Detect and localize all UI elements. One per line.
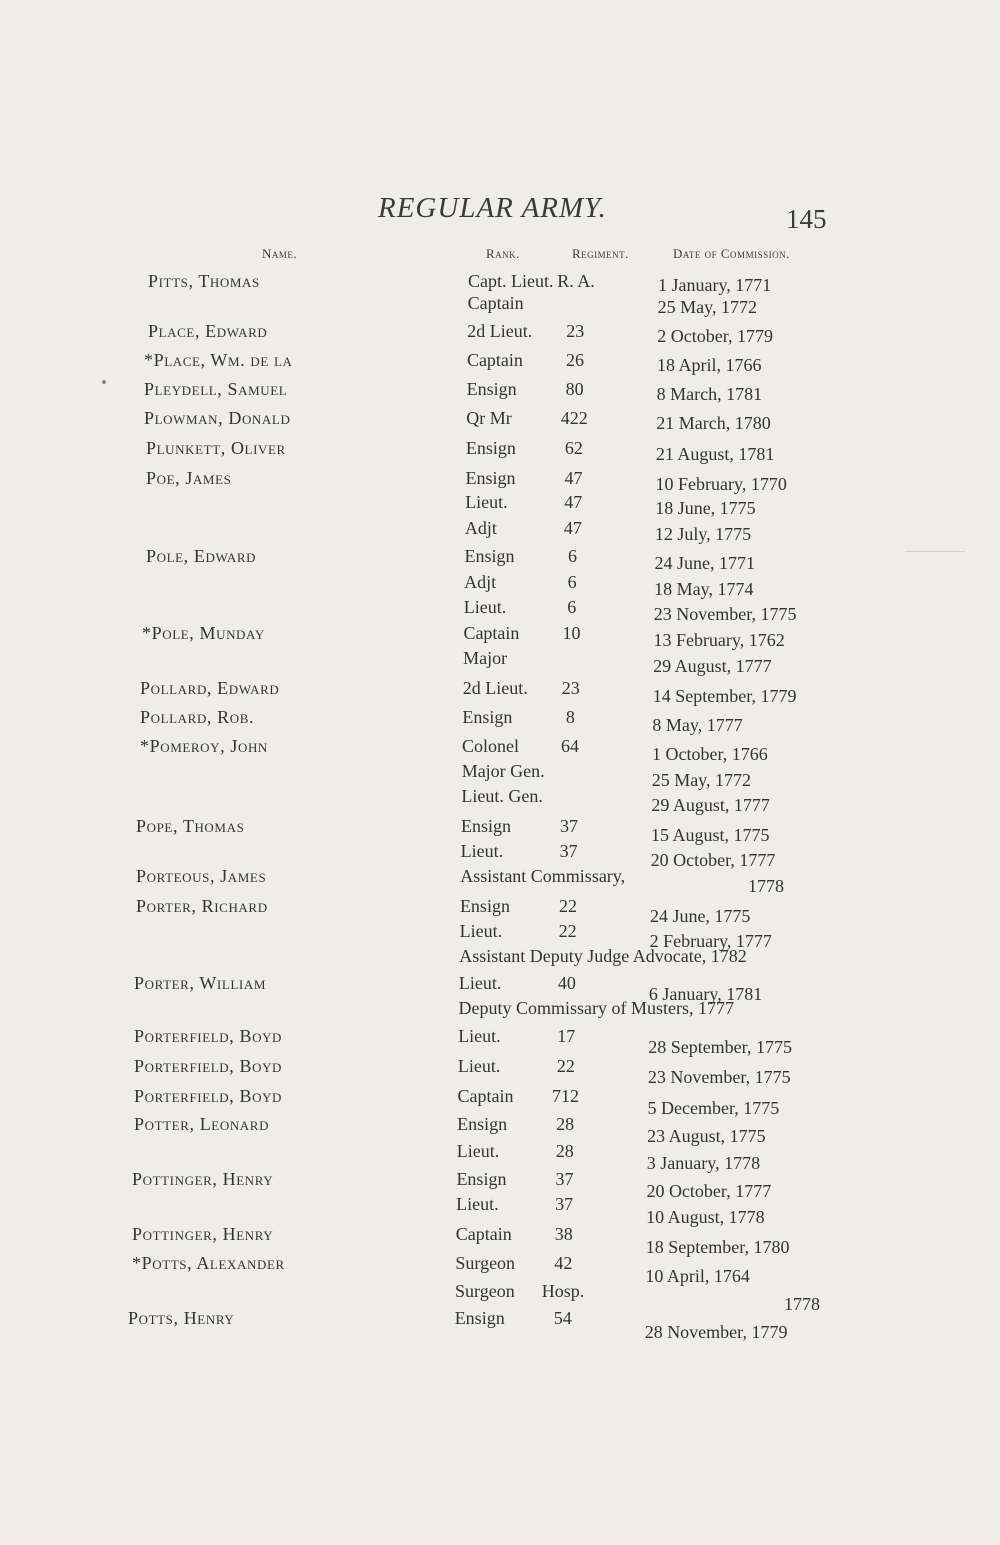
row-5-regiment: 422 — [560, 408, 588, 428]
row-2-name: Place, Edward — [148, 321, 268, 341]
row-16-date: 8 May, 1777 — [652, 715, 743, 735]
row-37-regiment: Hosp. — [541, 1281, 585, 1301]
row-33-name: Pottinger, Henry — [132, 1169, 274, 1189]
page-number: 145 — [786, 204, 827, 234]
row-22-rank: Assistant Commissary, — [460, 866, 626, 886]
row-19-rank: Lieut. Gen. — [461, 786, 543, 806]
row-22-name: Porteous, James — [136, 866, 267, 886]
row-3-name: *Place, Wm. de la — [144, 350, 293, 370]
row-35-rank: Captain — [455, 1224, 512, 1244]
row-13-regiment: 10 — [562, 623, 581, 643]
row-13-name: *Pole, Munday — [142, 623, 265, 643]
row-3-regiment: 26 — [565, 350, 584, 370]
row-20-rank: Ensign — [461, 816, 512, 836]
row-28-date: 28 September, 1775 — [648, 1037, 792, 1057]
row-31-regiment: 28 — [556, 1114, 575, 1134]
row-2-rank: 2d Lieut. — [467, 321, 533, 341]
row-7-date: 10 February, 1770 — [655, 473, 787, 494]
row-6-rank: Ensign — [465, 438, 516, 458]
row-31-date: 23 August, 1775 — [647, 1125, 766, 1146]
row-26-date: 6 January, 1781 — [648, 983, 763, 1004]
row-36-rank: Surgeon — [455, 1253, 516, 1273]
row-6-regiment: 62 — [564, 438, 583, 458]
row-3-date: 18 April, 1766 — [656, 354, 762, 375]
row-10-date: 24 June, 1771 — [654, 552, 755, 573]
row-15-date: 14 September, 1779 — [652, 685, 797, 706]
row-21-regiment: 37 — [559, 841, 578, 861]
row-2-date: 2 October, 1779 — [657, 325, 774, 346]
row-12-date: 23 November, 1775 — [653, 604, 797, 624]
row-29-rank: Lieut. — [457, 1056, 501, 1076]
row-1-rank: Captain — [467, 293, 524, 313]
row-8-rank: Lieut. — [465, 492, 508, 512]
row-16-name: Pollard, Rob. — [140, 707, 255, 727]
row-17-name: *Pomeroy, John — [140, 736, 268, 756]
row-33-rank: Ensign — [456, 1169, 507, 1189]
row-26-rank: Lieut. — [458, 973, 502, 993]
row-10-regiment: 6 — [568, 546, 577, 566]
row-32-date: 3 January, 1778 — [646, 1153, 761, 1173]
row-32-regiment: 28 — [555, 1141, 574, 1161]
row-23-name: Porter, Richard — [136, 896, 268, 916]
row-20-name: Pope, Thomas — [136, 816, 245, 836]
row-3-rank: Captain — [466, 350, 523, 370]
row-28-name: Porterfield, Boyd — [134, 1026, 283, 1046]
row-29-date: 23 November, 1775 — [647, 1067, 791, 1088]
row-13-rank: Captain — [463, 623, 520, 643]
row-25-rank: Assistant Deputy Judge Advocate, 1782 — [459, 946, 747, 966]
row-0-rank: Capt. Lieut. — [468, 271, 554, 291]
row-29-name: Porterfield, Boyd — [134, 1056, 283, 1076]
row-10-name: Pole, Edward — [146, 546, 257, 566]
row-9-regiment: 47 — [563, 518, 582, 538]
row-19-date: 29 August, 1777 — [651, 794, 770, 815]
row-34-regiment: 37 — [555, 1194, 574, 1214]
row-23-rank: Ensign — [459, 896, 510, 916]
row-4-name: Pleydell, Samuel — [144, 379, 288, 399]
row-23-regiment: 22 — [558, 896, 577, 916]
row-34-rank: Lieut. — [456, 1194, 499, 1214]
row-15-rank: 2d Lieut. — [462, 678, 528, 698]
row-9-date: 12 July, 1775 — [654, 524, 752, 545]
row-37-rank: Surgeon — [455, 1281, 515, 1301]
row-7-name: Poe, James — [146, 468, 232, 488]
row-13-date: 13 February, 1762 — [653, 630, 785, 651]
row-24-regiment: 22 — [558, 921, 577, 941]
row-4-regiment: 80 — [565, 379, 584, 399]
row-30-regiment: 712 — [552, 1086, 579, 1106]
row-35-regiment: 38 — [554, 1224, 573, 1244]
row-17-rank: Colonel — [462, 736, 520, 756]
row-30-name: Porterfield, Boyd — [134, 1086, 283, 1106]
row-12-rank: Lieut. — [463, 597, 507, 617]
row-0-regiment: R. A. — [557, 271, 595, 291]
row-36-date: 10 April, 1764 — [645, 1266, 750, 1286]
row-2-regiment: 23 — [566, 321, 585, 341]
row-15-regiment: 23 — [561, 678, 580, 698]
row-18-date: 25 May, 1772 — [651, 769, 752, 790]
row-30-rank: Captain — [457, 1086, 514, 1106]
row-22-date: 1778 — [748, 875, 784, 896]
row-32-rank: Lieut. — [456, 1141, 500, 1161]
row-6-date: 21 August, 1781 — [655, 443, 775, 464]
row-0-name: Pitts, Thomas — [148, 271, 260, 291]
row-14-rank: Major — [463, 648, 508, 668]
row-37-date: 1778 — [784, 1294, 820, 1315]
row-31-name: Potter, Leonard — [134, 1114, 270, 1134]
row-21-rank: Lieut. — [460, 841, 504, 861]
row-12-regiment: 6 — [567, 597, 577, 617]
row-4-rank: Ensign — [466, 379, 517, 399]
row-8-regiment: 47 — [564, 492, 583, 512]
row-5-name: Plowman, Donald — [144, 408, 291, 428]
row-14-date: 29 August, 1777 — [653, 655, 772, 676]
row-17-regiment: 64 — [561, 736, 580, 756]
row-17-date: 1 October, 1766 — [652, 744, 768, 765]
column-header-name: Name. — [262, 246, 298, 261]
row-9-rank: Adjt — [464, 518, 497, 538]
row-33-date: 20 October, 1777 — [646, 1181, 772, 1202]
row-38-date: 28 November, 1779 — [644, 1321, 788, 1342]
row-0-date: 1 January, 1771 — [658, 275, 772, 295]
row-28-regiment: 17 — [557, 1026, 576, 1046]
row-26-name: Porter, William — [134, 973, 266, 993]
row-36-regiment: 42 — [554, 1253, 573, 1273]
row-10-rank: Ensign — [464, 546, 515, 566]
page-edge-mark — [905, 551, 965, 552]
row-20-regiment: 37 — [560, 816, 578, 836]
row-31-rank: Ensign — [457, 1114, 508, 1134]
row-33-regiment: 37 — [555, 1169, 574, 1189]
row-7-rank: Ensign — [465, 468, 516, 488]
row-15-name: Pollard, Edward — [140, 678, 280, 698]
row-7-regiment: 47 — [564, 468, 583, 488]
row-11-date: 18 May, 1774 — [654, 578, 754, 599]
row-38-regiment: 54 — [553, 1308, 572, 1328]
row-11-regiment: 6 — [567, 572, 577, 592]
row-34-date: 10 August, 1778 — [646, 1206, 765, 1227]
row-6-name: Plunkett, Oliver — [146, 438, 286, 458]
row-16-rank: Ensign — [462, 707, 513, 727]
row-24-rank: Lieut. — [459, 921, 503, 941]
row-38-name: Potts, Henry — [128, 1308, 235, 1328]
row-5-date: 21 March, 1780 — [656, 413, 771, 434]
row-35-date: 18 September, 1780 — [645, 1236, 790, 1257]
row-20-date: 15 August, 1775 — [651, 825, 770, 845]
row-4-date: 8 March, 1781 — [656, 384, 763, 404]
row-29-regiment: 22 — [556, 1056, 575, 1076]
row-27-rank: Deputy Commissary of Musters, 1777 — [458, 998, 735, 1018]
row-11-rank: Adjt — [464, 572, 497, 592]
column-header-rank: Rank. — [486, 246, 520, 261]
row-18-rank: Major Gen. — [461, 761, 545, 781]
row-5-rank: Qr Mr — [466, 408, 512, 428]
row-24-date: 2 February, 1777 — [649, 931, 772, 951]
row-1-date: 25 May, 1772 — [657, 297, 757, 318]
row-8-date: 18 June, 1775 — [655, 498, 756, 518]
row-21-date: 20 October, 1777 — [650, 850, 776, 871]
row-35-name: Pottinger, Henry — [132, 1224, 274, 1244]
running-title: REGULAR ARMY. — [378, 192, 607, 224]
row-36-name: *Potts, Alexander — [132, 1253, 285, 1273]
row-16-regiment: 8 — [565, 707, 575, 727]
row-30-date: 5 December, 1775 — [647, 1097, 780, 1118]
column-header-date: Date of Commission. — [673, 246, 790, 261]
row-26-regiment: 40 — [557, 973, 576, 993]
margin-dot — [102, 380, 106, 384]
row-23-date: 24 June, 1775 — [649, 905, 751, 926]
row-38-rank: Ensign — [454, 1308, 505, 1328]
column-header-regiment: Regiment. — [572, 246, 629, 261]
row-28-rank: Lieut. — [458, 1026, 501, 1046]
